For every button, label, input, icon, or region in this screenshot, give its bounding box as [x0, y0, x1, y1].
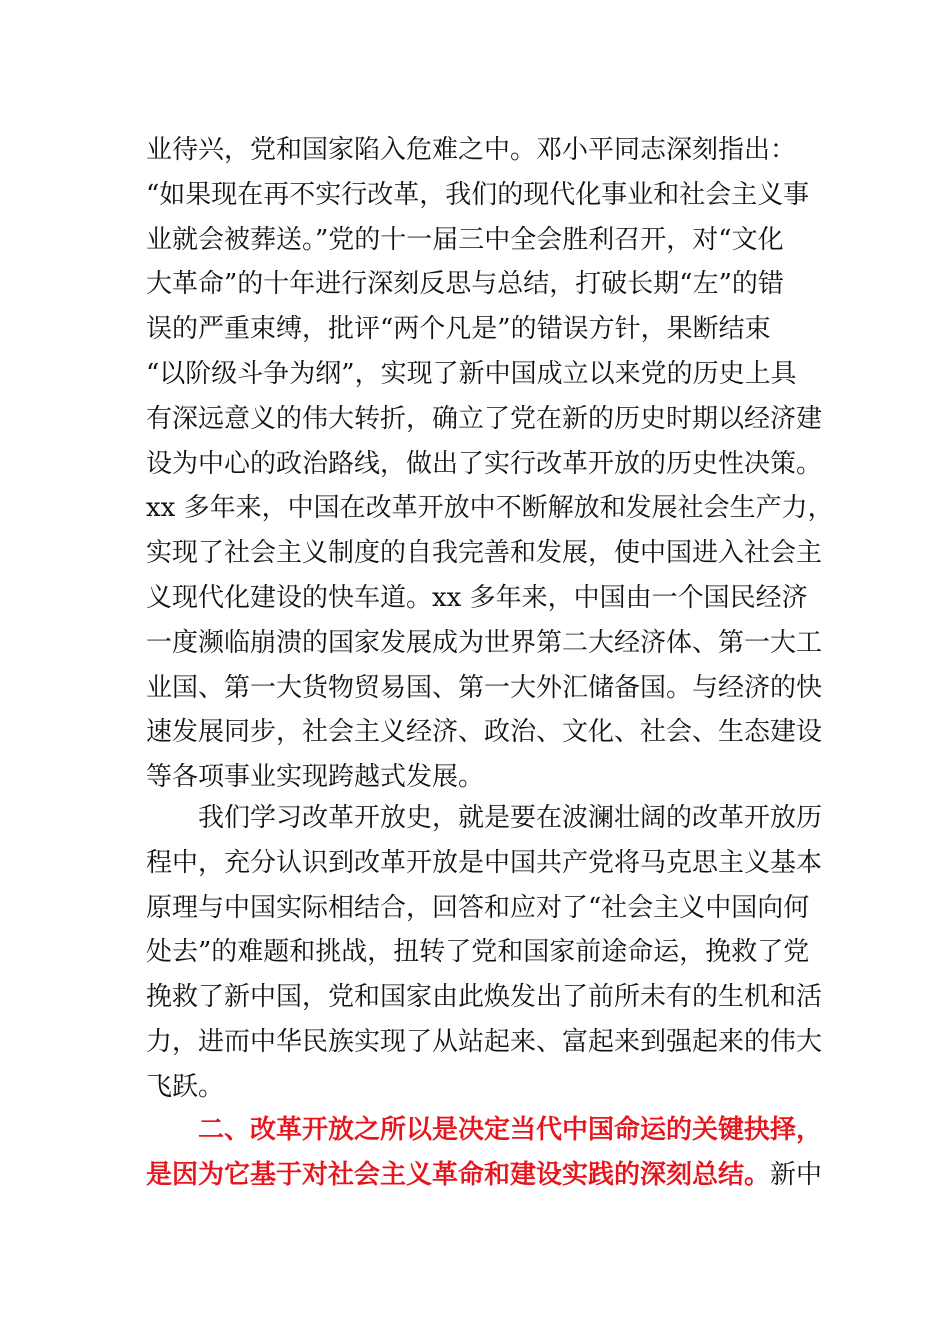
section-heading-line-2 [146, 1153, 823, 1198]
paragraph-1-line: 速发展同步，社会主义经济、政治、文化、社会、生态建设 [146, 717, 823, 748]
paragraph-2-line: 挽救了新中国，党和国家由此焕发出了前所未有的生机和活 [146, 982, 823, 1013]
paragraph-2-line: 程中，充分认识到改革开放是中国共产党将马克思主义基本 [146, 847, 823, 878]
paragraph-1-line: 误的严重束缚，批评“两个凡是”的错误方针，果断结束 [146, 314, 771, 345]
paragraph-1-line: “以阶级斗争为纲”，实现了新中国成立以来党的历史上具 [146, 358, 797, 389]
paragraph-1-line: 实现了社会主义制度的自我完善和发展，使中国进入社会主 [146, 538, 823, 569]
paragraph-1-line: 义现代化建设的快车道。xx 多年来，中国由一个国民经济 [146, 582, 808, 613]
paragraph-1-line: 有深远意义的伟大转折，确立了党在新的历史时期以经济建 [146, 403, 823, 434]
paragraph-2-line: 处去”的难题和挑战，扭转了党和国家前途命运，挽救了党 [146, 937, 810, 968]
section-heading [146, 1108, 823, 1198]
paragraph-1-line: xx 多年来，中国在改革开放中不断解放和发展社会生产力， [146, 493, 834, 524]
paragraph-2-line: 力，进而中华民族实现了从站起来、富起来到强起来的伟大 [146, 1026, 823, 1057]
section-heading-continuation: 新中 [770, 1159, 823, 1190]
paragraph-2 [146, 796, 823, 1110]
paragraph-1-line: 业待兴，党和国家陷入危难之中。邓小平同志深刻指出： [146, 135, 797, 165]
paragraph-1-line: 大革命”的十年进行深刻反思与总结，打破长期“左”的错 [146, 269, 784, 300]
paragraph-1-line: “如果现在再不实行改革，我们的现代化事业和社会主义事 [146, 179, 810, 210]
paragraph-1-line: 一度濒临崩溃的国家发展成为世界第二大经济体、第一大工 [146, 627, 823, 658]
paragraph-2-line: 飞跃。 [146, 1071, 225, 1102]
paragraph-1-line: 业就会被葬送。”党的十一届三中全会胜利召开，对“文化 [146, 224, 784, 255]
section-heading-line-2-text: 是因为它基于对社会主义革命和建设实践的深刻总结。 [146, 1159, 771, 1190]
paragraph-1-line: 等各项事业实现跨越式发展。 [146, 762, 485, 793]
paragraph-1 [146, 128, 834, 800]
paragraph-1-line: 业国、第一大货物贸易国、第一大外汇储备国。与经济的快 [146, 672, 823, 703]
paragraph-1-line: 设为中心的政治路线，做出了实行改革开放的历史性决策。 [146, 448, 823, 479]
paragraph-2-line: 我们学习改革开放史，就是要在波澜壮阔的改革开放历 [198, 803, 823, 833]
paragraph-2-line: 原理与中国实际相结合，回答和应对了“社会主义中国向何 [146, 892, 810, 923]
section-heading-line-1: 二、改革开放之所以是决定当代中国命运的关键抉择， [198, 1115, 823, 1145]
